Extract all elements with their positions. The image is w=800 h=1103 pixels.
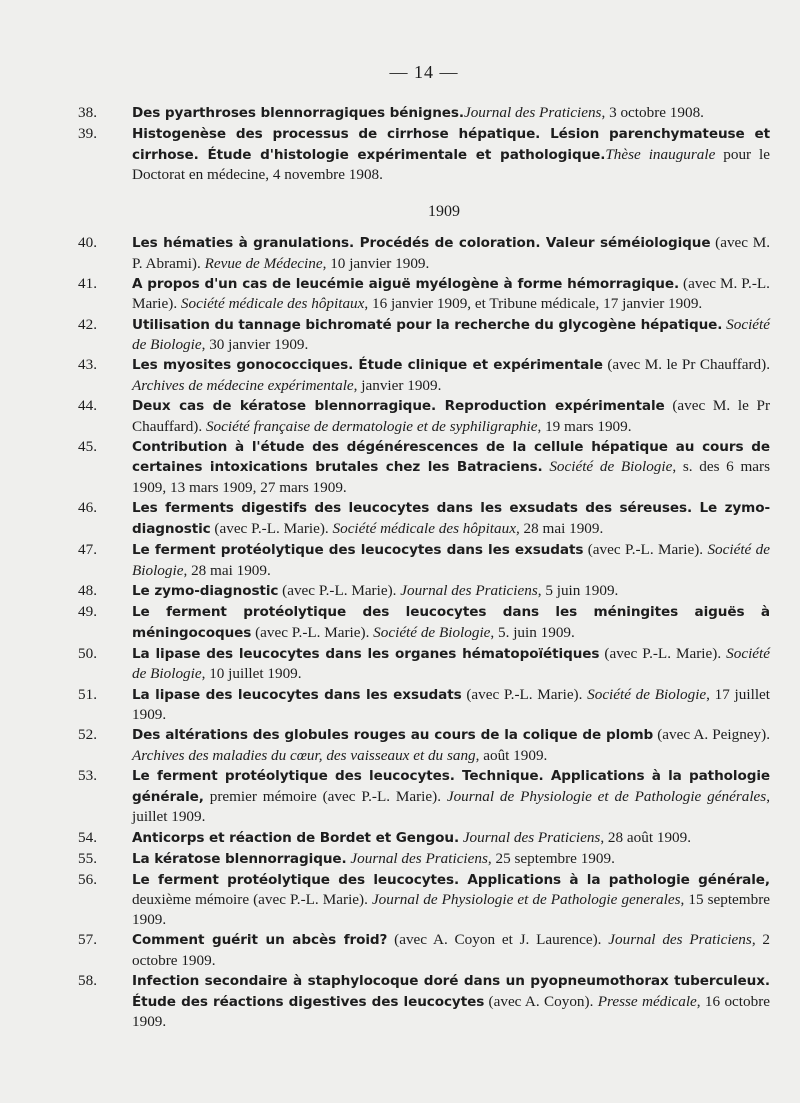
entry-after: , 5 juin 1909.	[537, 581, 619, 599]
entry-num: 47.	[78, 541, 97, 559]
bibliography-entry	[78, 849, 770, 870]
bibliography-entry	[78, 498, 770, 539]
entry-title: Comment guérit un abcès froid?	[132, 932, 388, 949]
bibliography-entry	[78, 930, 770, 970]
entry-after: , janvier 1909.	[353, 376, 442, 394]
entry-after: pour le Doctorat en médecine, 4 novembre 1908.	[132, 145, 770, 184]
entry-after: , 16 octobre 1909.	[132, 992, 770, 1031]
entry-title: Les ferments digestifs des leucocytes dans les exsudats des séreuses. Le zymo-diagnostic	[132, 500, 770, 537]
bibliography-entry	[78, 870, 770, 930]
section-year: 1909	[428, 202, 460, 220]
entry-num: 53.	[78, 767, 97, 785]
bibliography-entry	[78, 602, 770, 643]
entry-journal: Journal de Physiologie et de Pathologie générales	[446, 787, 767, 805]
entry-title: La lipase des leucocytes dans les organes hématopoïétiques	[132, 645, 600, 662]
entry-title: Le ferment protéolytique des leucocytes. Technique. Applications à la pathologie générale,	[132, 768, 770, 805]
entry-num: 52.	[78, 726, 97, 744]
entry-title: Des altérations des globules rouges au cours de la colique de plomb	[132, 727, 654, 744]
entry-between: premier mémoire (avec P.-L. Marie).	[203, 787, 447, 805]
entry-journal: Archives des maladies du cœur, des vaisseaux et du sang	[132, 746, 476, 764]
entry-after: , août 1909.	[475, 746, 548, 764]
bibliography-entry	[78, 971, 770, 1032]
entry-num: 49.	[78, 603, 97, 620]
bibliography-entry	[78, 685, 770, 725]
entry-journal: Société de Biologie	[549, 458, 673, 476]
entry-title: Contribution à l'étude des dégénérescences de la cellule hépatique au cours de certaines intoxications brutales chez les Batraciens.	[132, 438, 770, 476]
bibliography-entry	[78, 103, 770, 124]
entry-between: (avec P.-L. Marie).	[461, 685, 588, 703]
entry-num: 55.	[78, 849, 97, 867]
entry-between: (avec M. le Pr Chauffard).	[132, 397, 771, 435]
entry-journal: Journal des Praticiens	[462, 828, 601, 846]
entry-num: 45.	[78, 437, 97, 455]
entry-between: (avec A. Coyon et J. Laurence).	[387, 931, 609, 949]
page-number: — 14 —	[389, 62, 459, 82]
entry-after: , 2 octobre 1909.	[132, 931, 771, 969]
entry-num: 42.	[78, 315, 97, 333]
entries-1909	[78, 233, 770, 1032]
entry-title: Deux cas de kératose blennorragique. Reproduction expérimentale	[132, 398, 665, 415]
entry-journal: Journal des Praticiens	[608, 931, 752, 949]
bibliography-entry	[78, 828, 770, 849]
bibliography-entry	[78, 644, 770, 684]
entry-title: La kératose blennorragique.	[132, 850, 347, 867]
entry-num: 57.	[78, 931, 97, 949]
entry-num: 38.	[78, 104, 97, 121]
entry-after: , 5. juin 1909.	[490, 623, 575, 641]
entry-between: deuxième mémoire (avec P.-L. Marie).	[132, 891, 372, 909]
entry-title: Utilisation du tannage bichromaté pour la recherche du glycogène hépatique.	[132, 316, 723, 333]
entry-after: , 10 janvier 1909.	[322, 254, 430, 272]
entry-title: Le ferment protéolytique des leucocytes. Applications à la pathologie générale,	[132, 871, 770, 888]
entry-after: , 25 septembre 1909.	[487, 849, 615, 867]
entry-title: A propos d'un cas de leucémie aiguë myélogène à forme hémorragique.	[132, 275, 680, 292]
entry-title: Infection secondaire à staphylocoque doré dans un pyopneumothorax tuberculeux. Étude des réactions digestives des leucocytes	[132, 973, 770, 1010]
entry-after: , 3 octobre 1908.	[601, 104, 704, 121]
entry-between: (avec P.-L. Marie).	[278, 581, 401, 599]
entry-title: Les myosites gonococciques. Étude clinique et expérimentale	[132, 357, 603, 374]
entry-journal: Archives de médecine expérimentale	[132, 376, 354, 394]
entry-num: 43.	[78, 356, 97, 374]
entry-title: Des pyarthroses blennorragiques bénignes.	[132, 105, 464, 121]
bibliography-entry	[78, 274, 770, 314]
entry-between: (avec P.-L. Marie).	[251, 623, 374, 641]
entry-after: , 15 septembre 1909.	[132, 891, 770, 929]
bibliography-entry	[78, 725, 770, 765]
entry-after: , 19 mars 1909.	[537, 417, 632, 435]
entry-after: , 17 juillet 1909.	[132, 685, 770, 724]
entry-num: 40.	[78, 233, 97, 251]
entry-journal: Journal de Physiologie et de Pathologie generales	[371, 891, 681, 909]
entry-num: 58.	[78, 972, 97, 990]
entry-num: 54.	[78, 828, 97, 846]
entry-title: Histogenèse des processus de cirrhose hépatique. Lésion parenchymateuse et cirrhose. Étude d'histologie expérimentale et pathologique.	[132, 126, 770, 163]
entry-journal: Société de Biologie	[132, 315, 771, 354]
entry-journal: Société médicale des hôpitaux	[332, 519, 516, 537]
entry-num: 50.	[78, 644, 97, 662]
entry-num: 44.	[78, 397, 97, 415]
entry-title: Les hématies à granulations. Procédés de coloration. Valeur séméiologique	[132, 234, 711, 251]
entry-journal: Société médicale des hôpitaux	[180, 295, 365, 313]
entry-after: , 28 août 1909.	[600, 828, 692, 846]
entry-between: (avec P.-L. Marie).	[210, 519, 333, 537]
entry-between: (avec A. Coyon).	[484, 992, 598, 1010]
entry-between: (avec P.-L. Marie).	[599, 644, 727, 662]
entry-after: , 16 janvier 1909, et Tribune médicale, 17 janvier 1909.	[364, 295, 703, 313]
entry-journal: Société de Biologie	[132, 644, 770, 683]
entry-num: 41.	[78, 274, 97, 292]
entry-title: La lipase des leucocytes dans les exsudats	[132, 686, 462, 703]
bibliography-entry	[78, 581, 770, 602]
bibliography-entry	[78, 766, 770, 827]
entry-journal: Journal des Praticiens	[400, 581, 538, 599]
entry-journal: Journal des Praticiens	[463, 104, 602, 121]
entry-after: , 28 mai 1909.	[183, 561, 271, 579]
entry-title: Le zymo-diagnostic	[132, 582, 279, 599]
entry-after: , juillet 1909.	[132, 787, 770, 826]
entry-num: 39.	[78, 125, 97, 143]
entry-between: (avec M. le Pr Chauffard).	[602, 356, 770, 374]
entry-num: 46.	[78, 499, 97, 517]
entry-journal: Thèse inaugurale	[605, 145, 716, 163]
bibliography-entry	[78, 315, 770, 355]
entry-after: , s. des 6 mars 1909, 13 mars 1909, 27 mars 1909.	[132, 458, 770, 497]
entries-1908	[78, 103, 770, 185]
entry-between: (avec A. Peigney).	[653, 726, 770, 744]
entry-after: , 30 janvier 1909.	[201, 336, 309, 354]
entry-title: Le ferment protéolytique des leucocytes dans les méningites aiguës à méningocoques	[132, 604, 770, 641]
entry-journal: Société de Biologie	[587, 685, 707, 703]
entry-num: 51.	[78, 685, 97, 703]
entry-journal: Presse médicale	[597, 992, 697, 1010]
entry-between: (avec M. P.-L. Marie).	[132, 274, 770, 313]
entry-journal: Revue de Médecine	[204, 254, 323, 272]
bibliography-entry	[78, 233, 770, 273]
entry-journal: Journal des Praticiens	[350, 849, 488, 867]
bibliography-entry	[78, 540, 770, 580]
bibliography-entry	[78, 124, 770, 185]
bibliography-entry	[78, 437, 770, 498]
entry-between: (avec P.-L. Marie).	[583, 541, 708, 559]
entry-between: (avec M. P. Abrami).	[132, 233, 770, 272]
entry-journal: Société de Biologie	[132, 541, 770, 579]
entry-after: , 28 mai 1909.	[515, 519, 604, 537]
entry-title: Le ferment protéolytique des leucocytes dans les exsudats	[132, 542, 584, 559]
bibliography-entry	[78, 396, 770, 436]
entry-journal: Société française de dermatologie et de syphiligraphie	[205, 417, 538, 435]
bibliography-entry	[78, 355, 770, 395]
entry-num: 48.	[78, 581, 97, 599]
entry-title: Anticorps et réaction de Bordet et Gengou.	[132, 829, 460, 846]
entry-num: 56.	[78, 870, 97, 888]
entry-journal: Société de Biologie	[373, 623, 491, 641]
entry-after: , 10 juillet 1909.	[201, 665, 302, 683]
